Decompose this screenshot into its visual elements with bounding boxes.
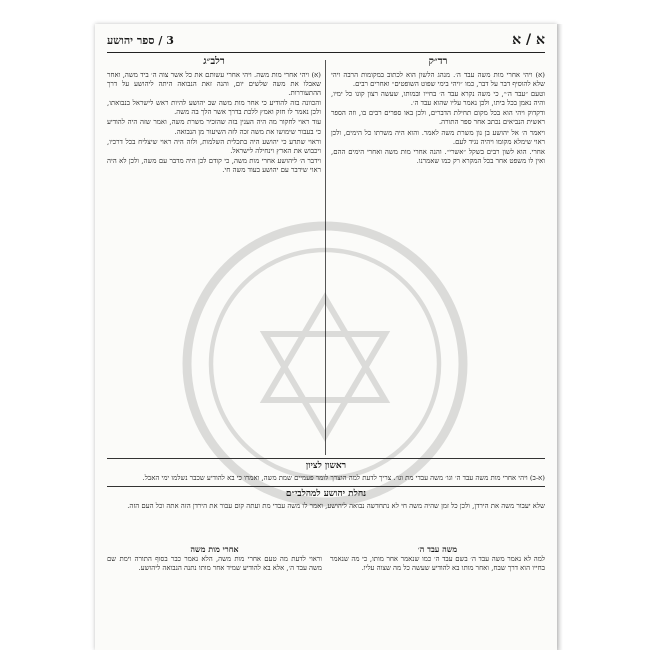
section-text: שלא יעבור משה את הירדן, ולכן כל זמן שהיה משה חי לא נתחדשה נבואה ליהושע, ואמר לו משה עבדי מת ועתה קום עבור את הירדן הזה אתה וכל העם הזה.: [127, 502, 545, 510]
page-edge-shadow: [557, 24, 563, 650]
page-header: [107, 32, 545, 53]
section-title: נחלת יהושע למהלבי״ם: [107, 486, 545, 500]
book-page: [95, 24, 557, 650]
half-text: וראוי לדעת מה טעם אחרי מות משה, הלא נאמר כבר בסוף התורה וימת שם משה עבד ה׳, אלא בא להודיע שמיד אחר מותו נתנה הנבואה ליהושע.: [107, 555, 322, 573]
column-title-ralbag: רלב״ג: [203, 56, 225, 67]
section-nachalat-yehoshua: [107, 486, 545, 511]
commentary-paragraph: וטעם ״עבד ה׳״, כי משה נקרא עבד ה׳ בחייו ובמותו, שעשה רצון קונו כל ימיו, והיה נאמן בכל ביתו, ולכן נאמר עליו שהוא עבד ה׳.: [331, 90, 545, 108]
commentary-column-radak: [331, 56, 545, 167]
bottom-right-half: [330, 544, 545, 573]
commentary-column-ralbag: [107, 56, 321, 176]
commentary-paragraph: וראוי שתדע כי יהושע היה בתכלית השלמות, ולזה היה ראוי שיצליח בכל דרכיו, ויכבוש את הארץ וינחילה לישראל.: [107, 137, 321, 155]
commentary-paragraph: ויאמר ה׳ אל יהושע בן נון משרת משה לאמר. והוא היה משרתו כל הימים, ולכן ראוי שימלא מקומו ויהיה נגיד לעם.: [331, 128, 545, 146]
chapter-marker: א / א: [512, 32, 545, 48]
commentary-paragraph: אחרי. הוא לשון רבים בשקל ״אשרי״. והנה אחרי מות משה ואחרי הימים ההם, ואין לו משפט אחר בכל המקרא רק כמו שאמרנו.: [331, 147, 545, 165]
half-title: אחרי מות משה: [190, 544, 239, 554]
commentary-paragraph: עוד ראוי לחקור מה היה הענין בזה שהזכיר משרת משה, ואמר שזה היה להודיע כי בעבור שימושו את משה זכה לזה השיעור מן הנבואה.: [107, 118, 321, 136]
half-title: משה עבד ה׳: [417, 544, 458, 554]
running-title: 3 / ספר יהושע: [107, 34, 174, 47]
bottom-left-half: [107, 544, 322, 573]
section-bottom-commentary: [107, 544, 545, 573]
section-text: (א-ב) ויהי אחרי מות משה עבד ה׳ וגו׳ משה עבדי מת וגו׳. צריך לדעת למה הוצרך לומר פעמיים שמת משה, ואמרו כי בא להודיע שכבר נשלמו ימי האבל.: [142, 474, 545, 482]
commentary-paragraph: והכוונה בזה להודיע כי אחר מות משה שב יהושע להיות ראש לישראל בנבואתו, ולכן נאמר לו חזק ואמץ ללכת בדרך אשר הלך בה משה.: [107, 99, 321, 117]
column-title-radak: רד״ק: [428, 56, 448, 67]
half-text: למה לא נאמר משה עבד ה׳ בשם עבד ה׳ כמו שנאמר אחר מותו, כי מה שנאמר בחייו הוא דרך שבח, ואחר מותו בא להודיע שעשה כל מה שצוה עליו.: [330, 555, 545, 573]
section-rishon-letzion: [107, 458, 545, 483]
commentary-paragraph: ודקדוק ויהי הוא בכל מקום תחילת הדברים, ולכן באו ספרים רבים בו, וזה הספר ראשית הנביאים נכתב אחר ספר התורה.: [331, 109, 545, 127]
commentary-paragraph: (א) ויהי אחרי מות משה. ויהי אחרי עשותם את כל אשר צוה ה׳ ביד משה, ואחר שאבלו את משה שלשים יום, והנה זאת הנבואה היתה ליהושע על דרך ההתעוררות.: [107, 71, 321, 98]
commentary-paragraph: וידבר ה׳ ליהושע אחרי מות משה, כי קודם לכן היה מדבר עם משה, ולכן לא היה ראוי שידבר עם יהושע בעוד משה חי.: [107, 156, 321, 174]
section-title: ראשון לציון: [107, 458, 545, 472]
commentary-paragraph: (א) ויהי אחרי מות משה עבד ה׳. מנהג הלשון הוא לכתוב במקומות הרבה ויהי שלא להוסיף דבר על דבר, כמו ״ויהי בימי שפוט השופטים״ ואחרים רבים.: [331, 71, 545, 89]
